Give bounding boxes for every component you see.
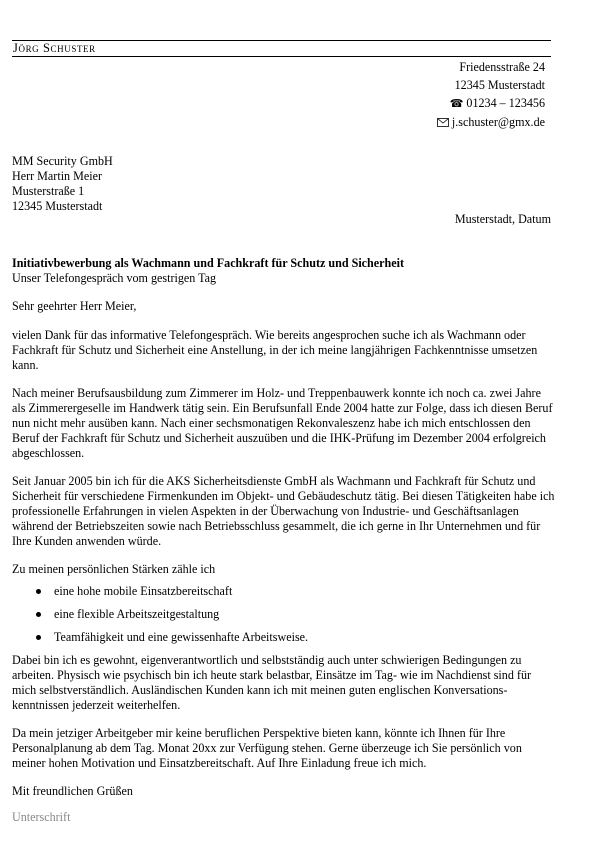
signature-placeholder: Unterschrift [12, 810, 71, 824]
recipient-city: 12345 Musterstadt [12, 199, 103, 213]
list-item-text: eine flexible Arbeitszeitgestaltung [54, 607, 220, 621]
subject-block [12, 256, 404, 286]
recipient-street: Musterstraße 1 [12, 184, 85, 198]
header-bottom-rule [12, 56, 551, 57]
envelope-icon [437, 114, 449, 132]
body-paragraph: vielen Dank für das informative Telefongespräch. Wie bereits angesprochen suche ich als Wachmann oder Fachkraft für Schutz und Sicherheit eine Anstellung, in der ich meine langjährigen Fachkenntnisse umsetzen kann. [12, 328, 538, 372]
sender-phone: 01234 – 123456 [466, 96, 545, 110]
sender-phone-line [437, 94, 545, 113]
recipient-company: MM Security GmbH [12, 154, 113, 168]
subject-reference: Unser Telefongespräch vom gestrigen Tag [12, 271, 217, 285]
letter-body [12, 299, 556, 812]
list-item-text: eine hohe mobile Einsatzbereitschaft [54, 584, 233, 598]
list-item [12, 630, 556, 645]
list-item-text: Teamfähigkeit und eine gewissenhafte Arbeitsweise. [54, 630, 309, 644]
sender-city: 12345 Musterstadt [454, 78, 545, 92]
sender-address-block [437, 58, 545, 132]
phone-icon: ☎ [449, 98, 464, 110]
sender-email-line [437, 113, 545, 132]
sender-email[interactable]: j.schuster@gmx.de [451, 115, 545, 129]
closing: Mit freundlichen Grüßen [12, 784, 133, 798]
bullet-icon [36, 612, 41, 617]
bullet-icon [36, 589, 41, 594]
sender-street: Friedensstraße 24 [459, 60, 545, 74]
list-item [12, 607, 556, 622]
body-paragraph: Nach meiner Berufsausbildung zum Zimmerer im Holz- und Treppenbauwerk konnte ich noch ca. zwei Jahre als Zimmerergeselle im Handwerk tätig sein. Ein Berufsunfall Ende 2004 hatte zur Folge, dass ich diesen Beruf nun nicht mehr ausüben kann. Nach einer sechsmonatigen Rekonvaleszenz habe ich mich entschlossen den Beruf der Fachkraft für Schutz und Sicherheit auszuüben und die IHK-Prüfung im Dezember 2004 erfolgreich abgeschlossen. [12, 386, 553, 460]
letter-date: Musterstadt, Datum [454, 212, 551, 226]
bullet-icon [36, 635, 41, 640]
recipient-address-block [12, 154, 113, 214]
body-paragraph: Seit Januar 2005 bin ich für die AKS Sicherheitsdienste GmbH als Wachmann und Fachkraft für Schutz und Sicherheit für verschiedene Firmenkunden im Objekt- und Gebäudeschutz tätig. Bei diesen Tätigkeiten habe ich professionelle Erfahrungen in vielen Aspekten in der Überwachung von Industrie- und Geschäftsanlagen während der Betriebszeiten sowie nach Betriebsschluss gesammelt, die ich gerne in Ihr Unternehmen und für Ihre Kunden anwenden würde. [12, 474, 555, 548]
subject-title: Initiativbewerbung als Wachmann und Fachkraft für Schutz und Sicherheit [12, 256, 404, 270]
body-paragraph: Dabei bin ich es gewohnt, eigenverantwortlich und selbstständig auch unter schwierigen Bedingungen zu arbeiten. Physisch wie psychisch bin ich heute stark belastbar, Einsätze im Tag- wie im Nachdienst sind für mich selbstverständlich. Ausländischen Kunden kann ich mit meinen guten englischen Konversations-kenntnissen jederzeit weiterhelfen. [12, 653, 532, 712]
strengths-list [12, 584, 556, 645]
body-paragraph: Da mein jetziger Arbeitgeber mir keine beruflichen Perspektive bieten kann, könnte ich Ihnen für Ihre Personalplanung ab dem Tag. Monat 20xx zur Verfügung stehen. Gerne überzeuge ich Sie persönlich von meiner hohen Motivation und Einsatzbereitschaft. Auf Ihre Einladung freue ich mich. [12, 726, 522, 770]
sender-name-header: Jörg Schuster [13, 41, 96, 55]
salutation: Sehr geehrter Herr Meier, [12, 299, 137, 313]
strengths-intro: Zu meinen persönlichen Stärken zähle ich [12, 562, 216, 576]
list-item [12, 584, 556, 599]
recipient-person: Herr Martin Meier [12, 169, 102, 183]
